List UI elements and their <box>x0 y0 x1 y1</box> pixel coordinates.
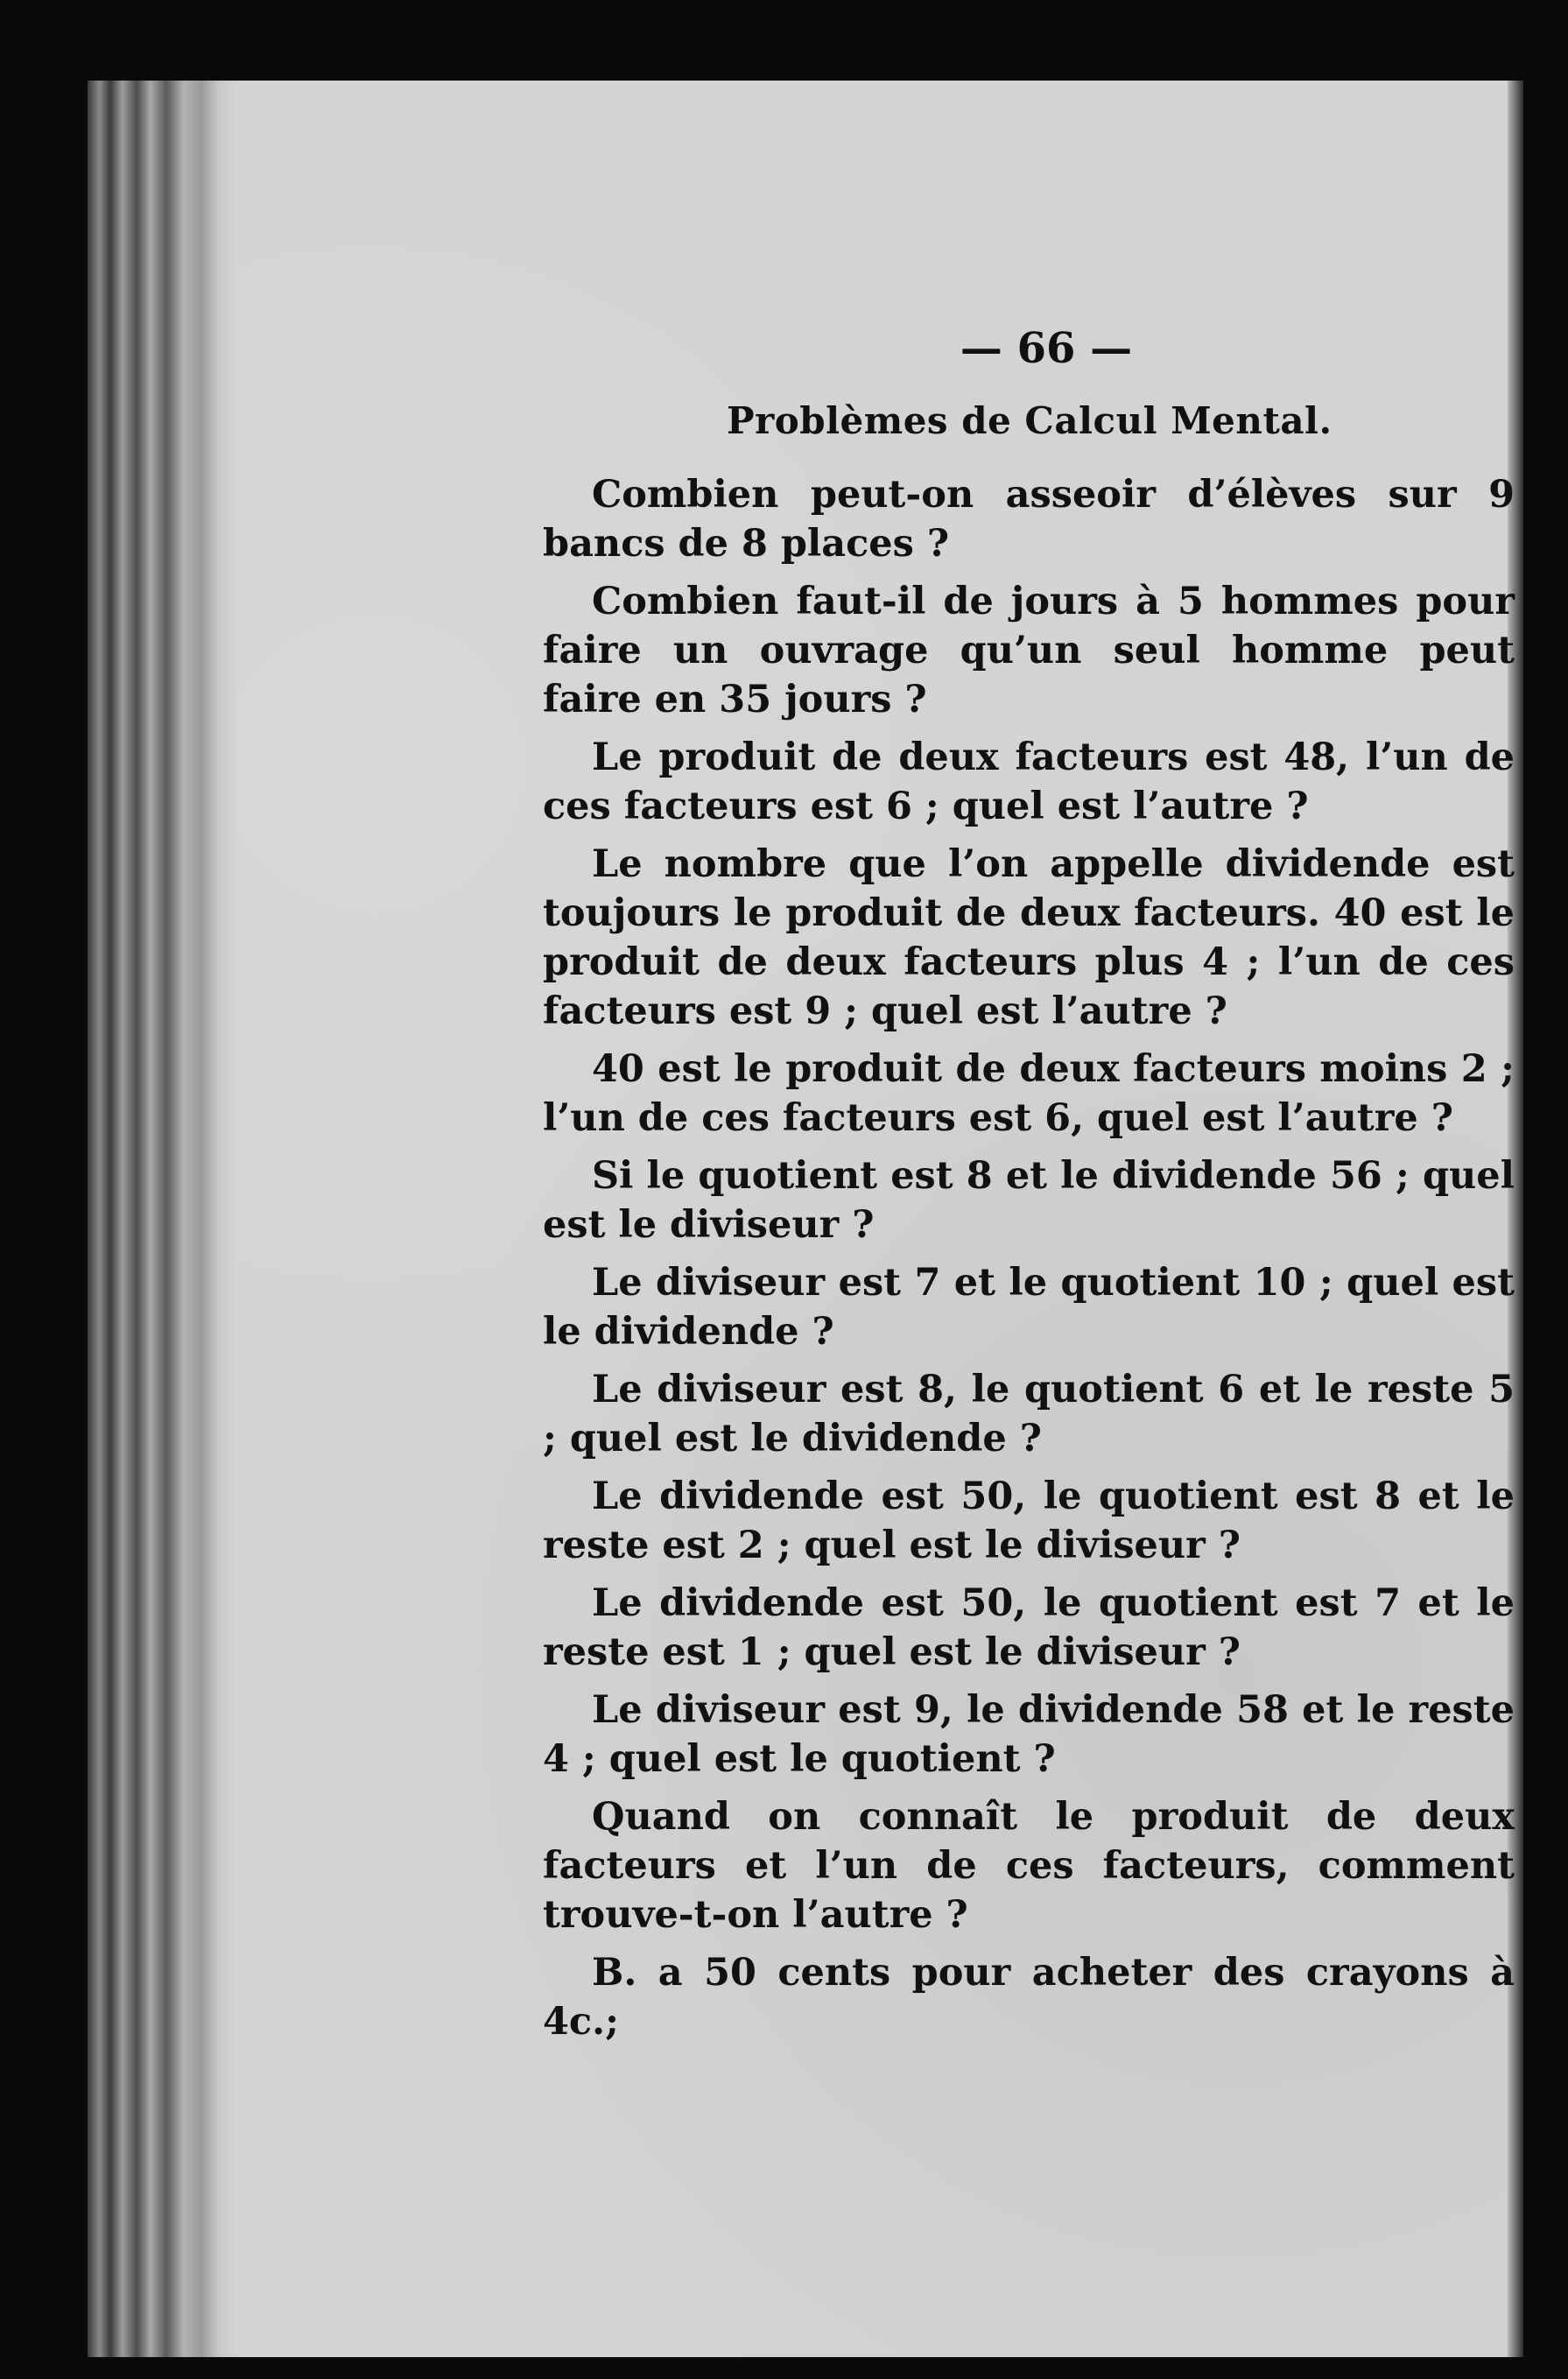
problem-paragraph: Si le quotient est 8 et le dividende 56 ; quel est le diviseur ? <box>543 1154 1515 1247</box>
problem-paragraph: Quand on connaît le produit de deux facteurs et l’un de ces facteurs, comment trouve-t-on l’autre ? <box>543 1795 1515 1937</box>
problem-paragraph: Combien faut-il de jours à 5 hommes pour faire un ouvrage qu’un seul homme peut faire en 35 jours ? <box>543 580 1515 721</box>
book-page <box>88 81 1523 2357</box>
page-content <box>543 324 1515 2055</box>
problem-paragraph: Le diviseur est 9, le dividende 58 et le reste 4 ; quel est le quotient ? <box>543 1688 1515 1781</box>
problem-paragraph: Le nombre que l’on appelle dividende est toujours le produit de deux facteurs. 40 est le produit de deux facteurs plus 4 ; l’un de ces facteurs est 9 ; quel est l’autre ? <box>543 842 1515 1033</box>
problem-paragraph: Le dividende est 50, le quotient est 7 et le reste est 1 ; quel est le diviseur ? <box>543 1581 1515 1674</box>
problem-paragraph: Le diviseur est 8, le quotient 6 et le reste 5 ; quel est le dividende ? <box>543 1368 1515 1460</box>
problem-paragraph: Le produit de deux facteurs est 48, l’un de ces facteurs est 6 ; quel est l’autre ? <box>543 736 1515 828</box>
problem-paragraph: B. a 50 cents pour acheter des crayons à 4c.; <box>543 1951 1515 2044</box>
book-binding-edge <box>88 81 236 2357</box>
problem-paragraph: 40 est le produit de deux facteurs moins 2 ; l’un de ces facteurs est 6, quel est l’autre ? <box>543 1047 1515 1140</box>
problem-paragraph: Le dividende est 50, le quotient est 8 et le reste est 2 ; quel est le diviseur ? <box>543 1475 1515 1567</box>
page-number: — 66 — <box>960 324 1133 373</box>
problem-paragraph: Le diviseur est 7 et le quotient 10 ; quel est le dividende ? <box>543 1261 1515 1354</box>
section-title: Problèmes de Calcul Mental. <box>727 399 1332 442</box>
problem-paragraph: Combien peut-on asseoir d’élèves sur 9 bancs de 8 places ? <box>543 473 1515 566</box>
